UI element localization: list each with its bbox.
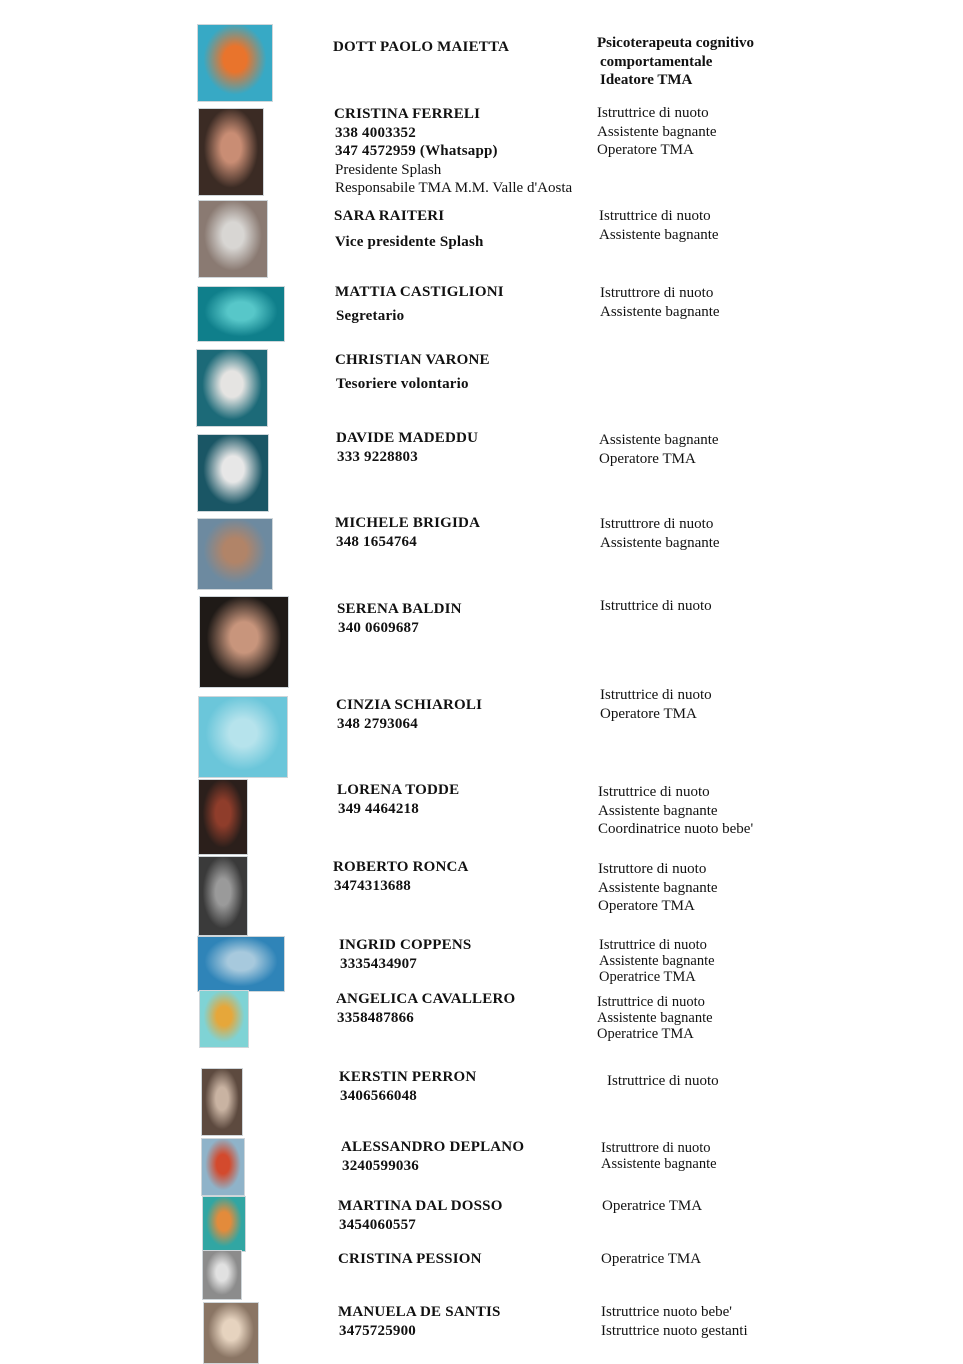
member-phone: 3475725900 — [339, 1322, 416, 1339]
role-item: Operatore TMA — [597, 142, 694, 158]
member-roles — [600, 515, 720, 552]
role-item: Operatrice TMA — [602, 1198, 703, 1214]
member-name: SARA RAITERI — [334, 208, 445, 224]
member-phone: 348 2793064 — [337, 715, 418, 732]
member-photo — [198, 856, 248, 936]
role-item: Istruttrice di nuoto — [597, 105, 709, 121]
member-roles — [599, 207, 719, 244]
member-roles — [601, 1140, 717, 1172]
role-item: Psicoterapeuta cognitivo — [597, 35, 755, 51]
member-name: CHRISTIAN VARONE — [335, 352, 490, 368]
role-item: Istruttrice di nuoto — [599, 937, 707, 953]
member-phone: 347 4572959 (Whatsapp) — [335, 143, 498, 159]
role-item: Assistente bagnante — [598, 802, 718, 819]
role-item: Istruttrice di nuoto — [600, 687, 712, 703]
role-item: Operatrice TMA — [597, 1026, 694, 1042]
member-name: ROBERTO RONCA — [333, 859, 469, 875]
member-photo — [197, 518, 273, 590]
member-title: Segretario — [336, 308, 405, 324]
member-photo — [197, 936, 285, 992]
member-phone: 348 1654764 — [336, 533, 417, 550]
member-roles — [600, 686, 712, 723]
role-item: Operatore TMA — [599, 450, 696, 467]
member-title: Vice presidente Splash — [335, 234, 484, 250]
member-photo — [199, 596, 289, 688]
member-roles — [599, 431, 719, 468]
role-item: Operatrice TMA — [601, 1251, 702, 1267]
member-roles — [601, 1303, 748, 1340]
member-photo — [197, 24, 273, 102]
member-phone: 3454060557 — [339, 1216, 416, 1233]
member-name: LORENA TODDE — [337, 782, 460, 798]
member-photo — [202, 1250, 242, 1300]
member-phone: 333 9228803 — [337, 448, 418, 465]
member-photo — [203, 1302, 259, 1364]
member-name: MATTIA CASTIGLIONI — [335, 284, 504, 300]
member-roles — [607, 1072, 719, 1091]
member-photo — [198, 779, 248, 855]
member-name: MANUELA DE SANTIS — [338, 1304, 501, 1320]
role-item: Istruttrice nuoto gestanti — [601, 1322, 748, 1339]
role-item: Coordinatrice nuoto bebe' — [598, 821, 754, 837]
member-photo — [198, 696, 288, 778]
member-photo — [197, 434, 269, 512]
member-name: MARTINA DAL DOSSO — [338, 1198, 503, 1214]
role-item: Istruttrice nuoto bebe' — [601, 1304, 732, 1320]
member-name: KERSTIN PERRON — [339, 1069, 477, 1085]
member-extra: Responsabile TMA M.M. Valle d'Aosta — [335, 180, 573, 196]
member-photo — [196, 349, 268, 427]
member-phone: 338 4003352 — [335, 124, 416, 141]
member-photo — [201, 1068, 243, 1136]
role-item: Assistente bagnante — [599, 953, 715, 969]
member-phone: 3358487866 — [337, 1009, 414, 1026]
member-name: DAVIDE MADEDDU — [336, 430, 479, 446]
role-item: Assistente bagnante — [599, 226, 719, 243]
member-roles — [598, 783, 753, 839]
member-photo — [201, 1138, 245, 1196]
member-photo — [202, 1196, 246, 1252]
role-item: Istruttrore di nuoto — [600, 516, 714, 532]
role-item: Istruttrice di nuoto — [600, 598, 712, 614]
member-phone: 3474313688 — [334, 877, 411, 894]
member-name: SERENA BALDIN — [337, 601, 462, 617]
member-phone: 3240599036 — [342, 1157, 419, 1174]
role-item: Istruttore di nuoto — [598, 861, 707, 877]
role-item: Istruttrice di nuoto — [597, 994, 705, 1010]
member-name: ANGELICA CAVALLERO — [336, 991, 516, 1007]
role-item: Ideatore TMA — [600, 72, 693, 88]
member-phone: 340 0609687 — [338, 619, 419, 636]
role-item: Istruttrore di nuoto — [601, 1140, 711, 1156]
role-item: Assistente bagnante — [597, 1010, 713, 1026]
role-item: Istruttrice di nuoto — [598, 784, 710, 800]
role-item: Assistente bagnante — [597, 123, 717, 140]
role-item: Istruttrore di nuoto — [600, 285, 714, 301]
member-name: MICHELE BRIGIDA — [335, 515, 481, 531]
member-name: DOTT PAOLO MAIETTA — [333, 39, 510, 55]
role-item: Istruttrice di nuoto — [607, 1073, 719, 1089]
member-roles — [597, 994, 713, 1042]
member-name: ALESSANDRO DEPLANO — [341, 1139, 525, 1155]
member-phone: 3406566048 — [340, 1087, 417, 1104]
role-item: comportamentale — [600, 53, 713, 70]
member-photo — [198, 200, 268, 278]
role-item: Assistente bagnante — [600, 534, 720, 551]
member-name: CRISTINA PESSION — [338, 1251, 482, 1267]
member-roles — [601, 1250, 701, 1269]
role-item: Operatore TMA — [600, 705, 697, 722]
member-name: CRISTINA FERRELI — [334, 106, 481, 122]
member-extra: Presidente Splash — [335, 161, 442, 178]
member-roles — [597, 104, 717, 160]
member-phone: 3335434907 — [340, 955, 417, 972]
member-title: Tesoriere volontario — [336, 376, 469, 392]
member-name: INGRID COPPENS — [339, 937, 472, 953]
role-item: Operatrice TMA — [599, 969, 696, 985]
member-roles — [597, 34, 754, 90]
member-roles — [599, 937, 715, 985]
role-item: Operatore TMA — [598, 898, 695, 914]
role-item: Assistente bagnante — [600, 303, 720, 320]
role-item: Assistente bagnante — [601, 1156, 717, 1172]
member-photo — [199, 990, 249, 1048]
member-name: CINZIA SCHIAROLI — [336, 697, 483, 713]
member-photo — [197, 286, 285, 342]
member-photo — [198, 108, 264, 196]
member-roles — [598, 860, 718, 916]
member-roles — [602, 1197, 702, 1216]
role-item: Assistente bagnante — [598, 879, 718, 896]
member-roles — [600, 597, 712, 616]
role-item: Istruttrice di nuoto — [599, 208, 711, 224]
member-roles — [600, 284, 720, 321]
role-item: Assistente bagnante — [599, 432, 719, 448]
member-phone: 349 4464218 — [338, 800, 419, 817]
